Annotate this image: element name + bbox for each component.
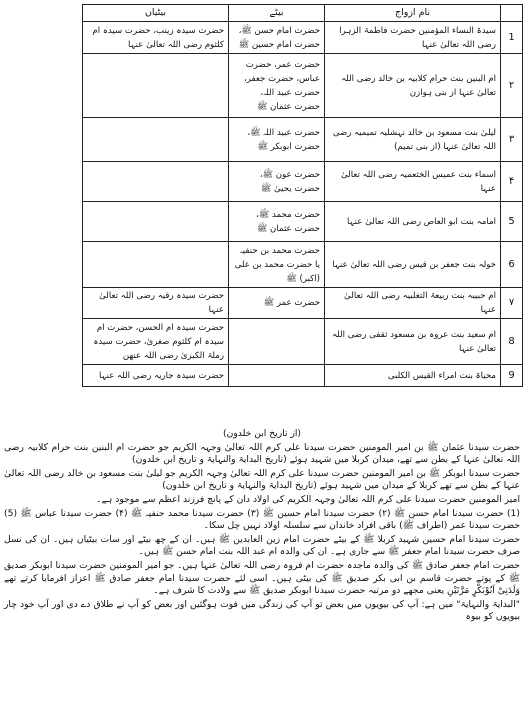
paragraph: امیر المومنین حضرت سیدنا علی کرم اللہ تعالیٰ وجہہ الکریم کی اولاد دان کے پانچ فرزند اعظم سے موجود ہے۔ bbox=[96, 493, 520, 505]
row-number-cell: ۷ bbox=[501, 288, 523, 319]
sons-cell: حضرت عون ﷺ، حضرت یحییٰ ﷺ bbox=[229, 162, 325, 202]
paragraph: "البدایۃ والنہایۃ" میں ہے: آپ کی بیویوں میں بعض تو آپ کی زندگی میں فوت ہوگئیں اور بعض کو آپ نے طلاق دے دی اور آپ خود چار بیویوں کو بیوہ bbox=[4, 598, 520, 623]
daughters-cell bbox=[83, 202, 229, 242]
source-citation: (از تاریخ ابن خلدون) bbox=[222, 428, 302, 439]
wife-name-cell: اسماء بنت عمیس الخثعمیہ رضی اللہ تعالیٰ عنہا bbox=[325, 162, 501, 202]
table-row bbox=[83, 162, 523, 202]
prose-section bbox=[4, 428, 520, 625]
row-number-cell: ۲ bbox=[501, 54, 523, 118]
sons-cell: حضرت عبید اللہ ﷺ، حضرت ابوبکر ﷺ bbox=[229, 118, 325, 162]
wives-table bbox=[82, 4, 523, 387]
sons-cell: حضرت محمد ﷺ، حضرت عثمان ﷺ bbox=[229, 202, 325, 242]
header-wives: نام ازواج bbox=[325, 5, 501, 22]
sons-cell: حضرت عمر ﷺ bbox=[229, 288, 325, 319]
table-row bbox=[83, 319, 523, 365]
paragraph: حضرت امام جعفر صادق ﷺ کی والدہ ماجدہ حضرت ام فروہ رضی اللہ تعالیٰ عنہا ہیں۔ جو امیر المومنین حضرت سیدنا ابوبکر صدیق ﷺ کے پوتے حضرت قاسم بن ابی بکر صدیق ﷺ کی بیٹی ہیں۔ اسی لئے حضرت سیدنا امام جعفر صادق ﷺ اعزاز افرمایا کرتے تھے وَلَدَنِیْ اَبُوْبَکْرٍ مَرَّتَیْنِ یعنی مجھے دو مرتبہ حضرت سیدنا ابوبکر صدیق ﷺ سے ولادت کا شرف ہے۔ bbox=[4, 559, 520, 597]
row-number-cell: 9 bbox=[501, 365, 523, 387]
row-number-cell: ۳ bbox=[501, 118, 523, 162]
row-number-cell: 5 bbox=[501, 202, 523, 242]
wife-name-cell: محیاۃ بنت امراء القیس الکلبی bbox=[325, 365, 501, 387]
table-row bbox=[83, 242, 523, 288]
wife-name-cell: ام حبیبہ بنت ربیعۃ التغلبیہ رضی اللہ تعالیٰ عنہا bbox=[325, 288, 501, 319]
table-row bbox=[83, 365, 523, 387]
sons-cell bbox=[229, 365, 325, 387]
table-row bbox=[83, 118, 523, 162]
daughters-cell bbox=[83, 118, 229, 162]
wife-name-cell: لیلیٰ بنت مسعود بن خالد نہشلیہ تمیمیہ رضی اللہ تعالیٰ عنہا (از بنی تمیم) bbox=[325, 118, 501, 162]
wife-name-cell: ام سعید بنت عروہ بن مسعود ثقفی رضی اللہ تعالیٰ عنہا bbox=[325, 319, 501, 365]
table-row bbox=[83, 54, 523, 118]
daughters-cell: حضرت سیدہ زینب، حضرت سیدہ ام کلثوم رضی اللہ تعالیٰ عنہا bbox=[83, 22, 229, 54]
sons-cell: حضرت امام حسن ﷺ، حضرت امام حسین ﷺ bbox=[229, 22, 325, 54]
header-number bbox=[501, 5, 523, 22]
daughters-cell: حضرت سیدہ جاریہ رضی اللہ عنہا bbox=[83, 365, 229, 387]
header-daughters: بیٹیاں bbox=[83, 5, 229, 22]
row-number-cell: ۴ bbox=[501, 162, 523, 202]
row-number-cell: 8 bbox=[501, 319, 523, 365]
paragraph: حضرت سیدنا عثمان ﷺ بن امیر المومنین حضرت سیدنا علی کرم اللہ تعالیٰ وجہہ الکریم جو حضرت ام البنین بنت حرام کلابیہ رضی اللہ تعالیٰ عنہا کے بطن سے تھے، میدان کربلا میں شہید ہوئے (تاریخ البدایۃ والنہایۃ و تاریخ ابن خلدون) bbox=[4, 441, 520, 466]
wife-name-cell: سیدۃ النساء المؤمنین حضرت فاطمۃ الزہرا رضی اللہ تعالیٰ عنہا bbox=[325, 22, 501, 54]
table-row bbox=[83, 202, 523, 242]
daughters-cell bbox=[83, 242, 229, 288]
wife-name-cell: امامہ بنت ابو العاص رضی اللہ تعالیٰ عنہا bbox=[325, 202, 501, 242]
wife-name-cell: خولہ بنت جعفر بن قیس رضی اللہ تعالیٰ عنہا bbox=[325, 242, 501, 288]
paragraph: (1) حضرت سیدنا امام حسن ﷺ (۲) حضرت سیدنا امام حسین ﷺ (۳) حضرت سیدنا محمد حنفیہ ﷺ (۴) حضرت سیدنا عباس ﷺ (5) حضرت سیدنا عمر (اطراف ﷺ) باقی افراد خاندان سے سلسلہ اولاد نہیں چل سکا۔ bbox=[4, 507, 520, 532]
daughters-cell bbox=[83, 162, 229, 202]
sons-cell bbox=[229, 319, 325, 365]
daughters-cell bbox=[83, 54, 229, 118]
row-number-cell: 6 bbox=[501, 242, 523, 288]
sons-cell: حضرت عمر، حضرت عباس، حضرت جعفر، حضرت عبید اللہ، حضرت عثمان ﷺ bbox=[229, 54, 325, 118]
paragraph: حضرت سیدنا امام حسین شہید کربلا ﷺ کے بیٹے حضرت امام زین العابدین ﷺ ہیں۔ ان کے چھ بیٹے اور سات بیٹیاں ہیں۔ ان کی نسل صرف حضرت سیدنا امام جعفر ﷺ سے جاری ہے۔ ان کی والدہ ام عبد اللہ بنت امام حسن ﷺ ہیں۔ bbox=[4, 533, 520, 558]
table-header-row bbox=[83, 5, 523, 22]
row-number-cell: 1 bbox=[501, 22, 523, 54]
daughters-cell: حضرت سیدہ ام الحسن، حضرت ام سیدہ ام کلثوم صغریٰ، حضرت سیدہ رملۃ الکبریٰ رضی اللہ عنھن bbox=[83, 319, 229, 365]
sons-cell: حضرت محمد بن حنفیہ یا حضرت محمد بن علی (اکبر) ﷺ bbox=[229, 242, 325, 288]
daughters-cell: حضرت سیدہ رقیہ رضی اللہ تعالیٰ عنہا bbox=[83, 288, 229, 319]
table-row bbox=[83, 22, 523, 54]
header-sons: بیٹے bbox=[229, 5, 325, 22]
wife-name-cell: ام البنین بنت حرام کلابیہ بن خالد رضی اللہ تعالیٰ عنہا از بنی ہوازن bbox=[325, 54, 501, 118]
table-row bbox=[83, 288, 523, 319]
table-body bbox=[83, 22, 523, 387]
paragraph: حضرت سیدنا ابوبکر ﷺ بن امیر المومنین حضرت سیدنا علی کرم اللہ تعالیٰ وجہہ الکریم جو لیلیٰ بنت مسعود بن خالد رضی اللہ تعالیٰ عنہا کے بطن سے تھے کربلا کے میدان میں شہید ہوئے (تاریخ البدایۃ والنہایۃ و تاریخ ابن خلدون) bbox=[4, 467, 520, 492]
